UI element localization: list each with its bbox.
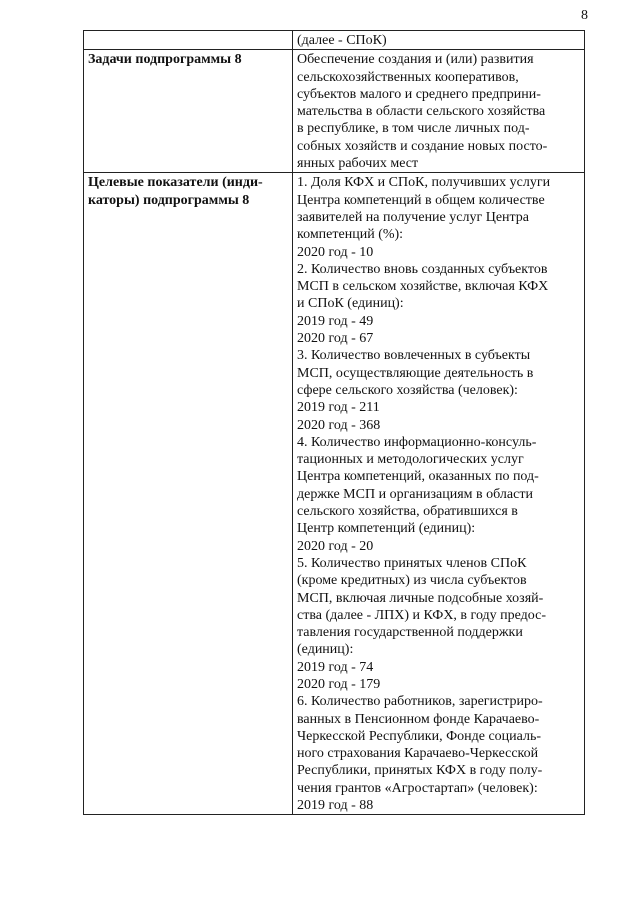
row-value-line: заявителей на получение услуг Центра xyxy=(297,209,530,225)
subprogram-table xyxy=(83,30,585,815)
row-value-line: МСП в сельском хозяйстве, включая КФХ xyxy=(297,279,549,295)
table-row xyxy=(84,31,585,50)
row-value-line: 2019 год - 74 xyxy=(297,659,374,675)
row-value-line: янных рабочих мест xyxy=(297,156,419,172)
row-value-line: в республике, в том числе личных под- xyxy=(297,121,530,137)
row-value-line: 2020 год - 20 xyxy=(297,538,374,554)
row-value-line: (единиц): xyxy=(297,642,354,658)
row-value-line: тавления государственной поддержки xyxy=(297,625,523,641)
row-value-line: мательства в области сельского хозяйства xyxy=(297,104,546,120)
table-row xyxy=(84,50,585,173)
row-value-line: 3. Количество вовлеченных в субъекты xyxy=(297,348,531,364)
row-value-line: 5. Количество принятых членов СПоК xyxy=(297,555,527,571)
row-value-line: ванных в Пенсионном фонде Карачаево- xyxy=(297,711,540,727)
row-label-line: каторы) подпрограммы 8 xyxy=(88,192,250,208)
row-value-line: тационных и методологических услуг xyxy=(297,452,524,468)
row-value-line: 4. Количество информационно-консуль- xyxy=(297,434,537,450)
row-value-line: Обеспечение создания и (или) развития xyxy=(297,52,534,68)
row-value-line: МСП, осуществляющие деятельность в xyxy=(297,365,534,381)
row-value-line: сфере сельского хозяйства (человек): xyxy=(297,382,518,398)
row-value-line: Центра компетенций, оказанных по под- xyxy=(297,469,539,485)
row-value-line: 2020 год - 10 xyxy=(297,244,374,260)
row-value-line: 2020 год - 179 xyxy=(297,676,381,692)
row-value-line: 6. Количество работников, зарегистриро- xyxy=(297,694,543,710)
row-value-line: сельского хозяйства, обратившихся в xyxy=(297,504,518,520)
row-value-line: МСП, включая личные подсобные хозяй- xyxy=(297,590,544,606)
table-row xyxy=(84,173,585,815)
row-value-line: 2019 год - 211 xyxy=(297,400,380,416)
row-value-line: 2019 год - 88 xyxy=(297,798,374,814)
row-value-line: компетенций (%): xyxy=(297,227,404,243)
row-value-line: 2020 год - 67 xyxy=(297,331,374,347)
row-value-line: 2019 год - 49 xyxy=(297,313,374,329)
row-value-cell xyxy=(293,50,585,173)
row-label-line: Целевые показатели (инди- xyxy=(88,175,263,191)
row-value-cell xyxy=(293,173,585,815)
row-value-cell xyxy=(293,31,585,50)
row-value-line: ства (далее - ЛПХ) и КФХ, в году предос- xyxy=(297,607,547,623)
row-label-line: Задачи подпрограммы 8 xyxy=(88,52,242,68)
row-value-line: и СПоК (единиц): xyxy=(297,296,404,312)
page-number: 8 xyxy=(581,8,588,23)
row-value-line: ного страхования Карачаево-Черкесской xyxy=(297,746,539,762)
row-value-line: 1. Доля КФХ и СПоК, получивших услуги xyxy=(297,175,551,191)
row-value-line: чения грантов «Агростартап» (человек): xyxy=(297,780,538,796)
row-label-cell xyxy=(84,31,293,50)
row-value-line: (далее - СПоК) xyxy=(297,33,387,48)
row-value-line: 2. Количество вновь созданных субъектов xyxy=(297,261,548,277)
row-value-line: сельскохозяйственных кооперативов, xyxy=(297,69,519,85)
row-value-line: Республики, принятых КФХ в году полу- xyxy=(297,763,543,779)
row-value-line: (кроме кредитных) из числа субъектов xyxy=(297,573,527,589)
row-value-line: Центра компетенций в общем количестве xyxy=(297,192,545,208)
row-value-line: держке МСП и организациям в области xyxy=(297,486,533,502)
row-value-line: субъектов малого и среднего предприни- xyxy=(297,86,541,102)
row-label-cell xyxy=(84,173,293,815)
row-value-line: Черкесской Республики, Фонде социаль- xyxy=(297,728,542,744)
row-value-line: Центр компетенций (единиц): xyxy=(297,521,476,537)
row-value-line: собных хозяйств и создание новых посто- xyxy=(297,138,548,154)
row-value-line: 2020 год - 368 xyxy=(297,417,381,433)
row-label-cell xyxy=(84,50,293,173)
